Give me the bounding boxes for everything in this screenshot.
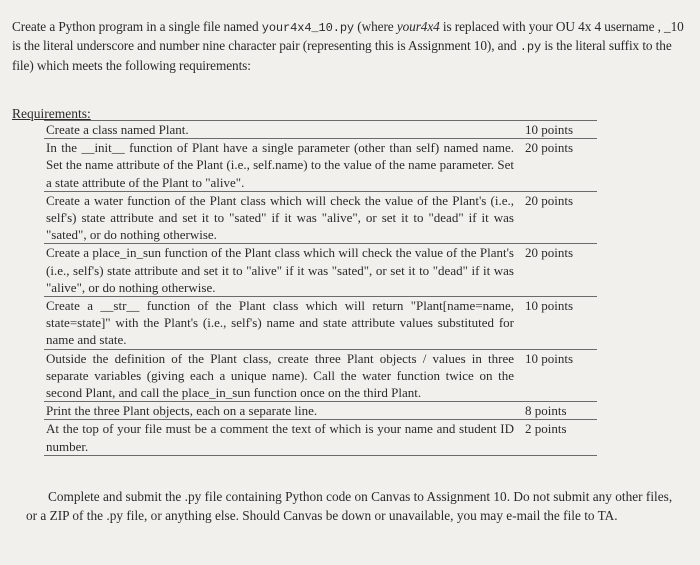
- requirement-row: [44, 296, 597, 349]
- requirement-points: [525, 350, 587, 367]
- requirement-text: Create a __str__ function of the Plant class which will return "Plant[name=name, state=state]" with the Plant's (i.e., self's) name and state attribute values substituted for name and state.: [46, 298, 514, 348]
- points-value: 10 points: [525, 350, 574, 366]
- requirement-points: [525, 402, 587, 419]
- requirement-row: [44, 243, 597, 296]
- points-value: 20 points: [525, 140, 574, 156]
- requirement-points: [525, 121, 587, 138]
- intro-text-4: is the literal suffix to the file) which meets the following requirements:: [12, 38, 672, 73]
- intro-placeholder: your4x4: [396, 19, 440, 34]
- requirement-points: [525, 244, 587, 261]
- intro-suffix: .py: [519, 40, 542, 55]
- points-value: 2 points: [525, 421, 567, 437]
- requirement-points: [525, 139, 587, 156]
- submission-instructions: Complete and submit the .py file containing Python code on Canvas to Assignment 10. Do not submit any other files, or a ZIP of the .py file, or anything else. Should Canvas be down or unavailable, you may e-mail the file to TA.: [26, 489, 673, 523]
- points-value: 20 points: [525, 192, 574, 208]
- intro-paragraph: [12, 18, 692, 75]
- requirement-points: [525, 297, 587, 314]
- intro-filename: your4x4_10.py: [261, 21, 355, 35]
- requirement-row: [44, 138, 597, 191]
- requirements-title: Requirements:: [12, 106, 91, 121]
- points-value: 8 points: [525, 403, 567, 419]
- requirement-text: Create a water function of the Plant class which will check the value of the Plant's (i.e., self's) state attribute and set it to "sated" if it was "alive", or set it to "dead" if it was "sated", or do nothing otherwise.: [46, 192, 514, 243]
- requirement-text: Create a class named Plant.: [46, 122, 189, 137]
- requirement-points: [525, 192, 587, 209]
- points-value: 10 points: [525, 122, 574, 137]
- points-value: 20 points: [525, 245, 574, 261]
- requirement-text: Create a place_in_sun function of the Plant class which will check the value of the Plant's (i.e., self's) state attribute and set it to "alive" if it was "sated", or set it to "dead" if it was "alive", or do nothing otherwise.: [46, 245, 514, 295]
- requirement-points: [525, 420, 587, 437]
- requirement-row: [44, 120, 597, 138]
- requirement-row: [44, 349, 597, 402]
- requirement-row: [44, 419, 597, 455]
- requirement-row: [44, 401, 597, 419]
- requirement-text: Print the three Plant objects, each on a separate line.: [46, 403, 318, 419]
- intro-text-3: is replaced with your OU 4x 4 username , _10 is the literal underscore and number nine character pair (representing this is Assignment 10), and: [12, 19, 684, 54]
- requirement-text: Outside the definition of the Plant class, create three Plant objects / values in three separate variables (giving each a unique name). Call the water function twice on the second Plant, and call the place_in_sun function once on the third Plant.: [46, 350, 514, 401]
- points-value: 10 points: [525, 298, 574, 314]
- requirement-text: In the __init__ function of Plant have a single parameter (other than self) named name. Set the name attribute of the Plant (i.e., self.name) to the value of the name parameter. Set a state attribute of the Plant to "alive".: [46, 140, 514, 190]
- requirement-text: At the top of your file must be a comment the text of which is your name and student ID number.: [46, 421, 514, 454]
- intro-text-1: Create a Python program in a single file named: [12, 19, 262, 34]
- intro-text-2: (where: [354, 19, 397, 34]
- requirements-table: [44, 120, 597, 456]
- requirement-row: [44, 191, 597, 244]
